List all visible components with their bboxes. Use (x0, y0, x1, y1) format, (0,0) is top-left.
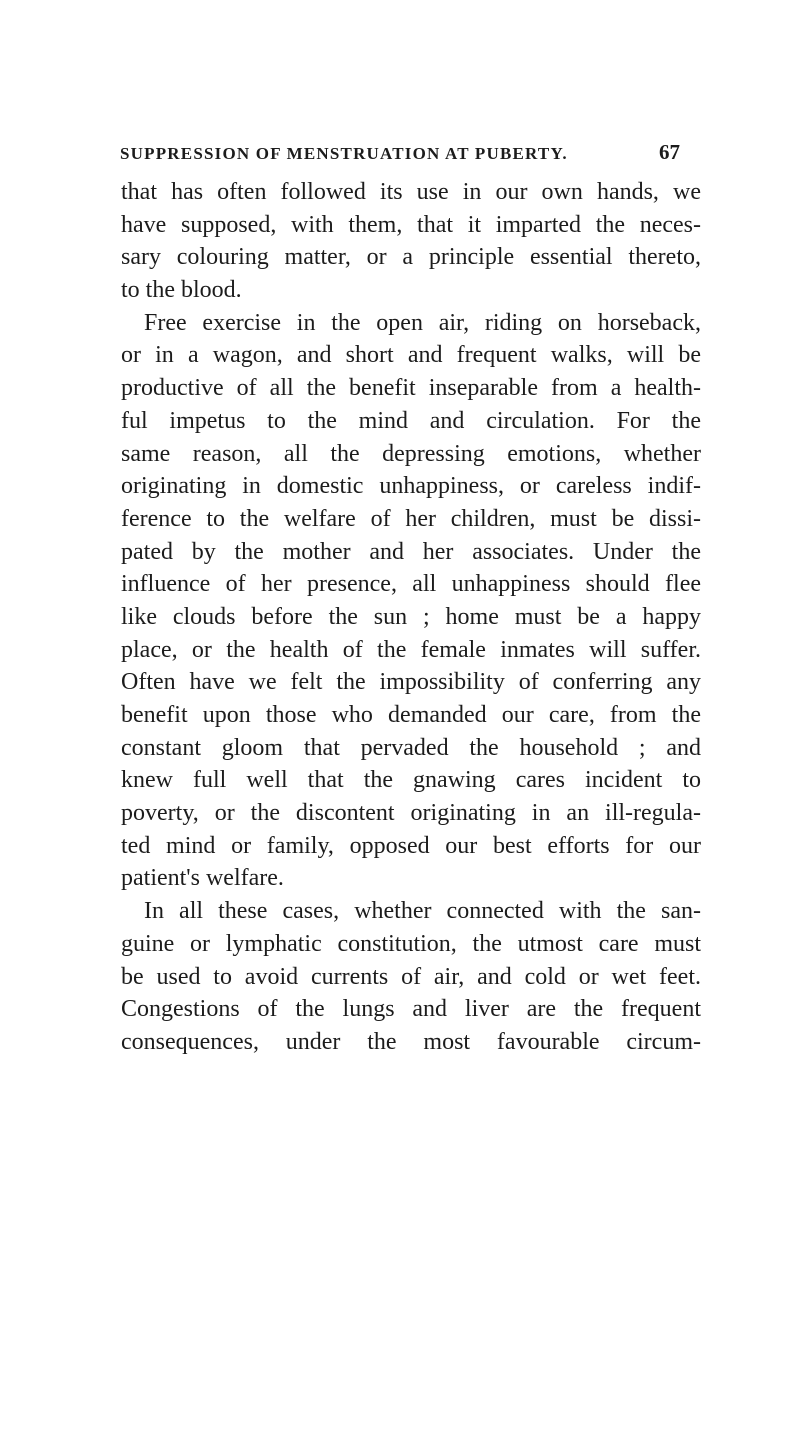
text-line: place, or the health of the female inmates will suffer. (121, 636, 701, 663)
text-line: knew full well that the gnawing cares incident to (121, 767, 701, 794)
paragraph (121, 895, 701, 1058)
text-line: Free exercise in the open air, riding on horseback, (144, 309, 701, 336)
text-line: ful impetus to the mind and circulation. For the (121, 407, 701, 434)
text-line: to the blood. (121, 277, 242, 304)
text-line: like clouds before the sun ; home must be a happy (121, 603, 701, 630)
text-line: sary colouring matter, or a principle essential thereto, (121, 244, 701, 271)
body-text (121, 176, 701, 1059)
text-line: benefit upon those who demanded our care, from the (121, 702, 701, 728)
text-line: Often have we felt the impossibility of conferring any (121, 669, 701, 696)
paragraph (121, 307, 701, 895)
text-line: have supposed, with them, that it imparted the neces- (121, 211, 701, 238)
text-line: patient's welfare. (121, 865, 284, 892)
text-line: that has often followed its use in our own hands, we (121, 179, 701, 205)
text-line: productive of all the benefit inseparable from a health- (121, 375, 701, 402)
text-line: ference to the welfare of her children, must be dissi- (121, 505, 701, 532)
text-line: Congestions of the lungs and liver are the frequent (121, 996, 701, 1023)
running-title: SUPPRESSION OF MENSTRUATION AT PUBERTY. (120, 144, 568, 163)
running-head (120, 140, 680, 165)
text-line: poverty, or the discontent originating in an ill-regula- (121, 800, 701, 827)
text-line: consequences, under the most favourable circum- (121, 1028, 701, 1055)
text-line: ted mind or family, opposed our best efforts for our (121, 832, 701, 859)
paragraph (121, 176, 701, 307)
page-number: 67 (659, 140, 680, 164)
text-line: originating in domestic unhappiness, or careless indif- (121, 473, 701, 500)
text-line: or in a wagon, and short and frequent walks, will be (121, 342, 701, 369)
text-line: pated by the mother and her associates. Under the (121, 538, 701, 565)
text-line: guine or lymphatic constitution, the utmost care must (121, 930, 701, 957)
text-line: be used to avoid currents of air, and cold or wet feet. (121, 963, 701, 990)
text-line: influence of her presence, all unhappiness should flee (121, 571, 701, 598)
text-line: constant gloom that pervaded the household ; and (121, 734, 701, 761)
text-line: In all these cases, whether connected with the san- (144, 898, 701, 925)
text-line: same reason, all the depressing emotions, whether (121, 440, 701, 467)
